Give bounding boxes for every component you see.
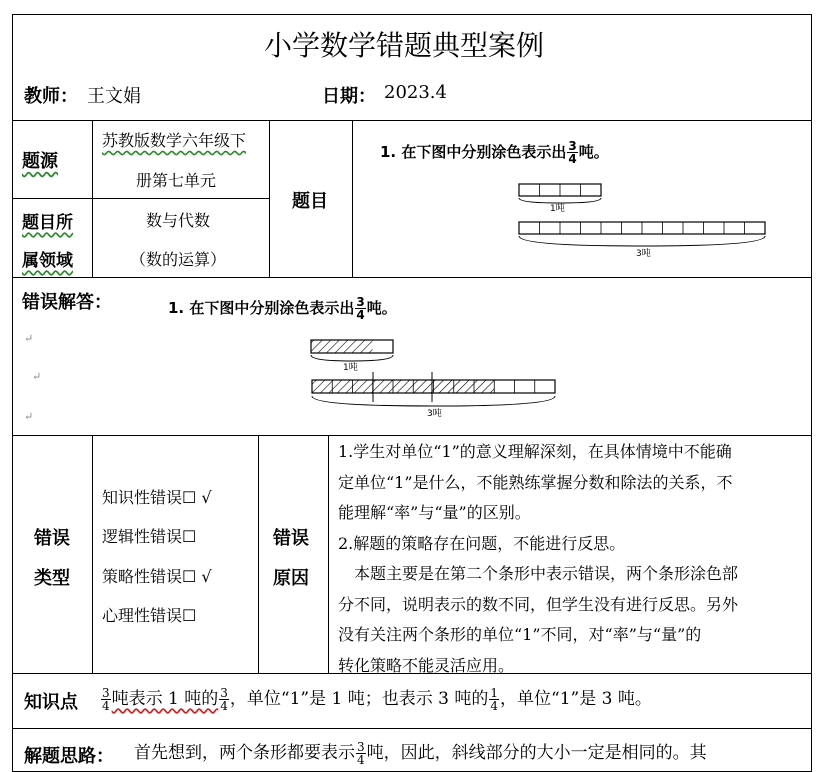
error-cause-line: 1.学生对单位“1”的意义理解深刻，在具体情境中不能确 (338, 442, 732, 461)
approach-fraction: $\frac{3}{4}$ (357, 740, 365, 767)
knowledge-fraction: $\frac{3}{4}$ (220, 686, 228, 713)
error-cause-line: 定单位“1”是什么，不能熟练掌握分数和除法的关系，不 (338, 472, 733, 492)
error-cause-line: 能理解“率”与“量”的区别。 (338, 503, 531, 522)
approach-label: 解题思路： (24, 746, 114, 767)
cell-error-type-value (92, 435, 259, 674)
date-value: 2023.4 (384, 82, 447, 103)
source-label: 题源 (22, 151, 58, 172)
error-cause-line: 没有关注两个条形的单位“1”不同，对“率”与“量”的 (338, 625, 702, 644)
question-prompt: 在下图中分别涂色表示出 (401, 143, 567, 161)
error-type-label-1: 错误 (34, 528, 70, 549)
wrong-bar2-brace (312, 396, 555, 406)
error-cause-line: 转化策略不能灵活应用。 (338, 655, 515, 675)
error-type-option: 心理性错误☐ (102, 606, 197, 625)
question-bar1-label: 1吨 (550, 204, 565, 214)
wrong-answer-label: 错误解答： (22, 292, 112, 313)
knowledge-text: $\frac{3}{4}$ 吨表示 1 吨的 $\frac{3}{4}$ ，单位“1”是 1 吨；也表示 3 吨的 $\frac{1}{4}$ ，单位“1”是 3 吨。 (102, 686, 652, 713)
error-type-option: 知识性错误☐ √ (102, 488, 212, 507)
error-cause-label-2: 原因 (273, 568, 309, 589)
wrong-answer-bars (12, 336, 812, 426)
question-fraction: $\frac{3}{4}$ (568, 139, 577, 166)
error-cause-line: 分不同，说明表示的数不同，但学生没有进行反思。另外 (338, 594, 739, 614)
teacher-label: 教师： (24, 86, 78, 107)
approach-text: 首先想到，两个条形都要表示 $\frac{3}{4}$ 吨，因此，斜线部分的大小一定是相同的。其 (134, 740, 707, 767)
error-cause-line: 2.解题的策略存在问题，不能进行反思。 (338, 533, 626, 553)
question-bars (352, 176, 812, 276)
date-label: 日期： (322, 86, 376, 107)
source-line1: 苏教版数学六年级下 (102, 131, 247, 150)
question-bar2-brace (519, 236, 765, 246)
knowledge-fraction: $\frac{3}{4}$ (102, 686, 110, 713)
error-type-label-2: 类型 (34, 568, 70, 589)
question-bar1-brace (519, 198, 601, 203)
error-cause-text (338, 437, 738, 681)
wrong-bar1-shade (311, 340, 373, 353)
question-text (380, 140, 609, 165)
domain-line2: （数的运算） (130, 250, 227, 269)
question-label: 题目 (292, 191, 328, 212)
error-cause-line: 本题主要是在第二个条形中表示错误，两个条形涂色部 (338, 564, 739, 583)
error-cause-label-1: 错误 (273, 528, 309, 549)
knowledge-label: 知识点 (24, 692, 78, 713)
cell-error-cause-label (258, 435, 329, 674)
source-line2: 册第七单元 (136, 171, 217, 190)
page-title: 小学数学错题典型案例 (264, 29, 545, 62)
wrong-bar1-brace (311, 355, 393, 361)
question-number: 1. (380, 143, 397, 161)
domain-line1: 数与代数 (146, 211, 211, 230)
domain-label-1: 题目所 (22, 213, 73, 233)
paragraph-mark: ↵ (32, 370, 42, 383)
wrong-bar2-label: 3吨 (427, 409, 442, 419)
cell-error-type-label (12, 435, 93, 674)
wrong-bar1-label: 1吨 (343, 363, 358, 373)
question-bar2-label: 3吨 (636, 249, 651, 259)
paragraph-mark: ↵ (24, 332, 34, 345)
error-type-option: 策略性错误☐ √ (102, 567, 212, 586)
teacher-name: 王文娟 (87, 86, 141, 107)
knowledge-fraction: $\frac{1}{4}$ (490, 686, 498, 713)
wrong-answer-question: 1. 在下图中分别涂色表示出 $\frac{3}{4}$ 吨。 (168, 295, 397, 322)
wrong-bar2-shade (312, 380, 494, 393)
question-unit: 吨。 (578, 143, 609, 161)
paragraph-mark: ↵ (24, 410, 34, 423)
error-type-option: 逻辑性错误☐ (102, 527, 197, 546)
domain-label-2: 属领域 (22, 251, 73, 271)
